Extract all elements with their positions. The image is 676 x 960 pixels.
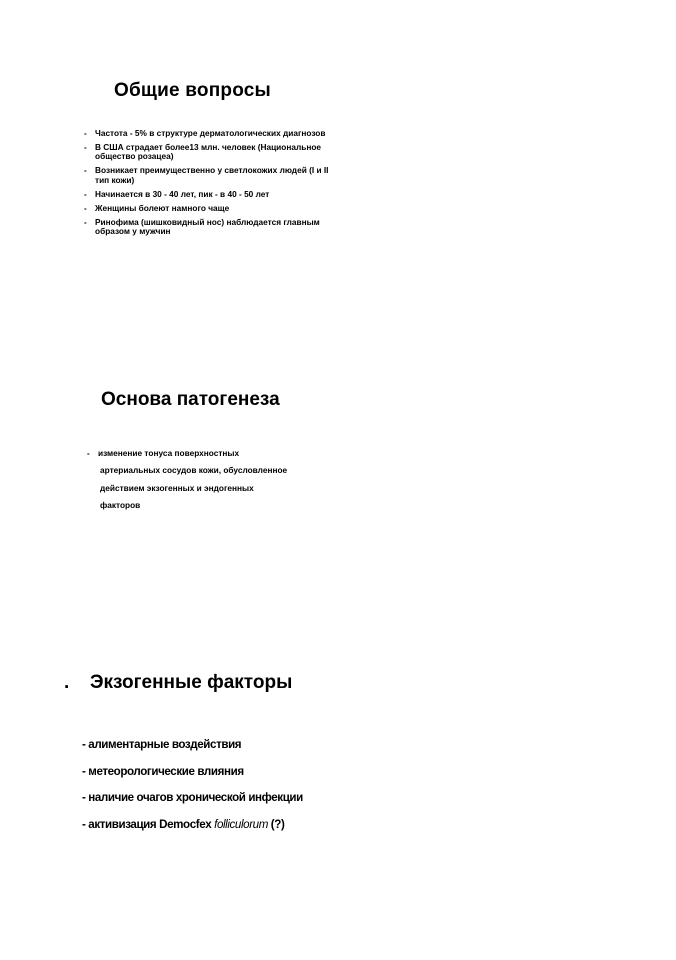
list-item-line: артериальных сосудов кожи, обусловленное: [100, 465, 288, 476]
list-item: - метеорологические влияния: [82, 764, 244, 778]
list-item: [82, 818, 402, 845]
list-item: - алиментарные воздействия: [82, 738, 242, 751]
bullet-dash: -: [84, 188, 87, 199]
section-general-title: Общие вопросы: [114, 80, 271, 101]
list-item: [84, 190, 344, 199]
bullet-dash: -: [84, 165, 87, 176]
bullet-dash: -: [84, 128, 87, 138]
list-item-text: Ринофима (шишковидный нос) наблюдается главным образом у мужчин: [95, 216, 320, 237]
list-item-line: факторов: [100, 500, 141, 511]
bullet-dash: -: [84, 216, 87, 227]
list-item-text: - активизация Democfex: [82, 817, 215, 831]
list-item: - наличие очагов хронической инфекции: [82, 791, 303, 805]
bullet-dash: -: [84, 142, 87, 152]
list-item: [84, 129, 344, 138]
list-item-text: Возникает преимущественно у светлокожих людей (I и II тип кожи): [95, 165, 329, 185]
species-name: folliculorum: [214, 817, 268, 831]
section-exogenous-title: [64, 672, 292, 694]
section-pathogenesis-title: Основа патогенеза: [101, 389, 280, 410]
list-item-line: действием экзогенных и эндогенных: [100, 482, 254, 493]
list-item: [87, 445, 367, 515]
general-questions-list: [84, 129, 344, 241]
pathogenesis-list: [87, 445, 367, 515]
list-item: [84, 143, 344, 162]
title-text: Экзогенные факторы: [90, 672, 293, 693]
bullet-dash: -: [87, 448, 90, 458]
list-item-text: Частота - 5% в структуре дерматологических диагнозов: [95, 128, 326, 138]
list-item: [84, 204, 344, 213]
list-item-text: В США страдает более13 млн. человек (Национальное общество розацеа): [95, 142, 322, 162]
title-marker: .: [64, 672, 70, 693]
list-item: [84, 218, 344, 237]
bullet-dash: -: [84, 202, 87, 213]
list-item-text: Начинается в 30 - 40 лет, пик - в 40 - 50 лет: [95, 188, 270, 199]
list-item: [84, 166, 344, 185]
list-item-suffix: (?): [267, 817, 285, 831]
list-item-line: изменение тонуса поверхностных: [98, 448, 240, 458]
exogenous-factors-list: [82, 738, 402, 844]
list-item-text: Женщины болеют намного чаще: [95, 202, 230, 213]
